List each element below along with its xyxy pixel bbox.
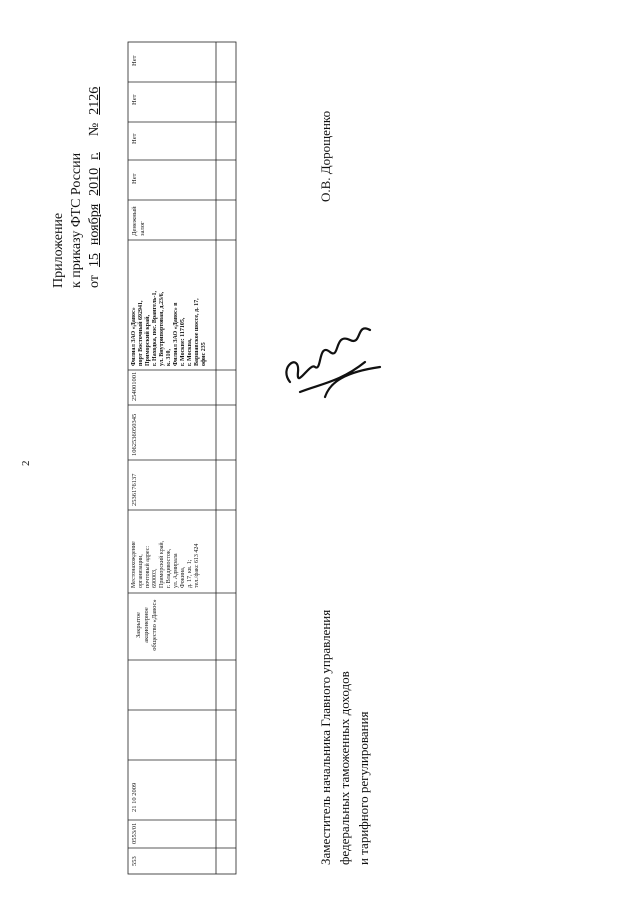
cell-inn: 2536176137 — [131, 473, 138, 506]
appendix-date-line: от15ноября2010г.№2126 — [87, 86, 102, 288]
handwritten-signature — [270, 312, 390, 402]
signer-name: О.В. Дорощенко — [318, 110, 333, 202]
cell-row-number: 553 — [131, 856, 138, 866]
order-number: 2126 — [87, 86, 102, 115]
cell-address: Местонахождение организации, почтовый адрес: 690003, Приморский край, г. Владивосток, ул. Адмирала Фокина, д. 17, кв. 1; тел./факс 613 424 — [131, 540, 200, 588]
cell-col-a: Нет — [131, 173, 138, 184]
order-year: 2010 — [87, 167, 102, 196]
cell-branches: Филиал ЗАО «Давос» порт Восточный 692941, Приморский край, г. Находка, пос. Врангель-1, ул. Внутрипортовая, д.23/6, к. 310, Филиал ЗАО «Давос» в г. Москве: 117105, г. Москва, Варшавское шоссе, д. 17, офис 235 — [131, 291, 207, 366]
cell-date: 21 10 2009 — [131, 782, 138, 812]
appendix-title: Приложение — [51, 212, 66, 288]
cell-col-c: Нет — [131, 94, 138, 105]
signatory-position: Заместитель начальника Главного управления федеральных таможенных доходов и тарифного регулирования — [318, 609, 371, 865]
cell-kpp: 254001001 — [131, 371, 138, 401]
cell-org-name: Закрытое акционерное общество «Давос» — [135, 599, 158, 651]
cell-registry-code: 0553/01 — [131, 822, 138, 844]
page-number: 2 — [20, 460, 32, 466]
order-month: ноября — [87, 203, 102, 246]
cell-ogrn: 1062536050345 — [131, 413, 138, 456]
cell-col-b: Нет — [131, 133, 138, 144]
cell-security-type: Денежный залог — [131, 206, 146, 236]
cell-col-d: Нет — [131, 55, 138, 66]
order-day: 15 — [87, 253, 102, 268]
appendix-order-ref: к приказу ФТС России — [69, 152, 84, 288]
